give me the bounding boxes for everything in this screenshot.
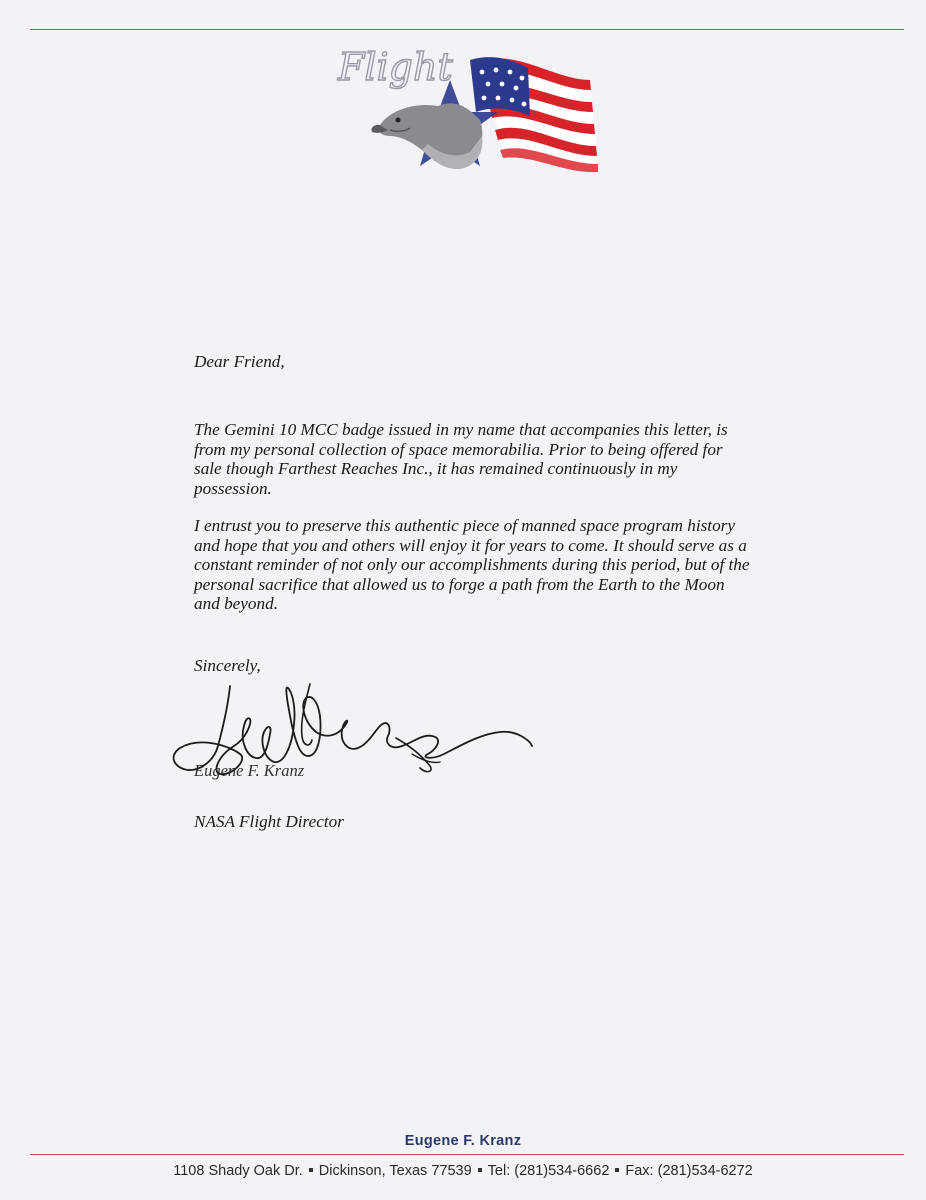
closing: Sincerely, xyxy=(194,656,261,675)
letter-paragraph-1: The Gemini 10 MCC badge issued in my name that accompanies this letter, is from my personal collection of space memorabilia. Prior to being offered for sale though Farthest Reaches Inc., it has remained continuously in my possession. xyxy=(194,420,728,498)
letter-paragraph-2: I entrust you to preserve this authentic piece of manned space program history and hope that you and others will enjoy it for years to come. It should serve as a constant reminder of not only our accomplishments during this period, but of the personal sacrifice that allowed us to forge a path from the Earth to the Moon and beyond. xyxy=(194,516,750,613)
footer-street: 1108 Shady Oak Dr. xyxy=(173,1163,303,1179)
signer-title: NASA Flight Director xyxy=(194,812,344,831)
separator-bullet xyxy=(615,1168,619,1172)
separator-bullet xyxy=(478,1168,482,1172)
footer-tel: Tel: (281)534-6662 xyxy=(487,1163,610,1179)
handwritten-signature xyxy=(160,676,540,796)
footer-address-line xyxy=(0,1163,926,1179)
separator-bullet xyxy=(309,1168,313,1172)
top-rule xyxy=(30,29,904,30)
typed-signer-name: Eugene F. Kranz xyxy=(194,761,305,780)
bottom-rule xyxy=(30,1154,904,1155)
flight-wordmark: Flight xyxy=(338,45,453,89)
footer-name: Eugene F. Kranz xyxy=(404,1133,522,1149)
flight-eagle-flag-logo xyxy=(330,40,620,200)
footer-city: Dickinson, Texas 77539 xyxy=(318,1163,472,1179)
footer-fax: Fax: (281)534-6272 xyxy=(625,1163,753,1179)
salutation: Dear Friend, xyxy=(194,352,285,371)
